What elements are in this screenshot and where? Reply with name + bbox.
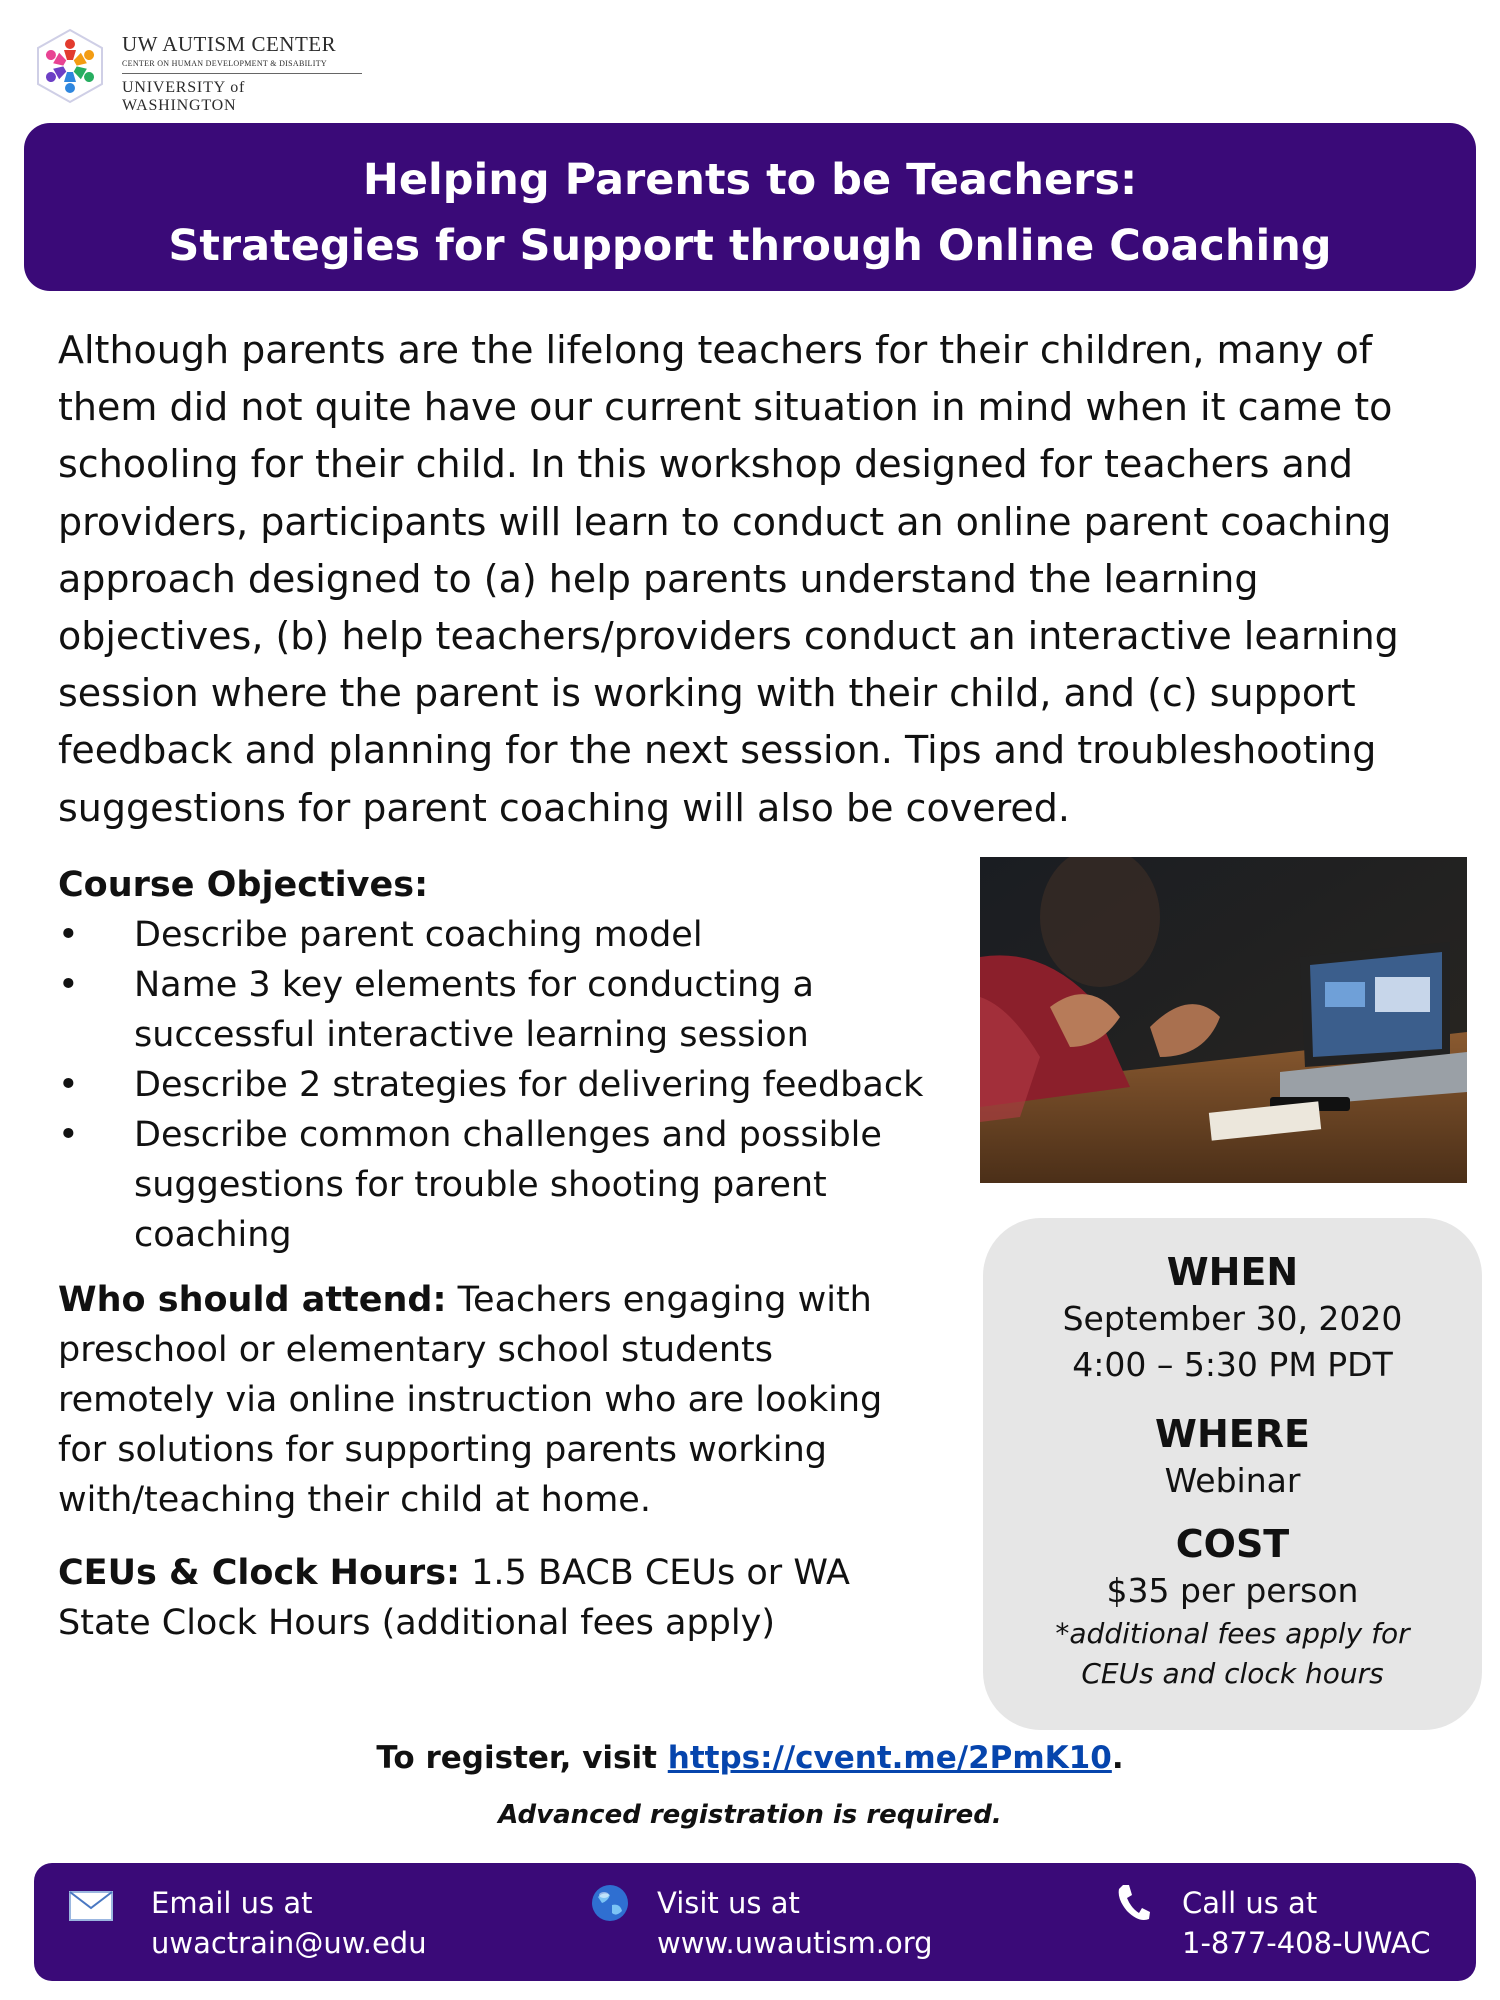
email-label: Email us at bbox=[151, 1886, 313, 1920]
globe-icon bbox=[590, 1883, 630, 1923]
title-line-2: Strategies for Support through Online Coaching bbox=[168, 221, 1332, 271]
logo-org-name: UW AUTISM CENTER bbox=[122, 32, 337, 56]
cost-note: *additional fees apply for bbox=[1055, 1617, 1410, 1650]
intro-line: providers, participants will learn to conduct an online parent coaching bbox=[58, 499, 1392, 544]
logo-university: UNIVERSITY of WASHINGTON bbox=[122, 79, 246, 114]
intro-line: schooling for their child. In this workshop designed for teachers and bbox=[58, 442, 1353, 487]
intro-line: them did not quite have our current situation in mind when it came to bbox=[58, 385, 1393, 430]
registration-link[interactable]: https://cvent.me/2PmK10 bbox=[667, 1740, 1112, 1776]
objective-text: Describe common challenges and possible suggestions for trouble shooting parent coaching bbox=[134, 1115, 882, 1255]
ceus-label: CEUs & Clock Hours: bbox=[58, 1553, 461, 1593]
attend-text: Teachers engaging with preschool or elementary school students remotely via online instruction who are looking for solutions for supporting parents working with/teaching their child at home. bbox=[58, 1280, 883, 1520]
intro-paragraph bbox=[58, 322, 1458, 837]
intro-line: objectives, (b) help teachers/providers conduct an interactive learning bbox=[58, 614, 1399, 659]
objectives-heading: Course Objectives: bbox=[58, 865, 429, 905]
email-contact bbox=[151, 1883, 427, 1963]
event-info-box bbox=[983, 1218, 1482, 1730]
cost-heading: COST bbox=[1175, 1522, 1290, 1566]
email-address[interactable]: uwactrain@uw.edu bbox=[151, 1926, 427, 1960]
website-url[interactable]: www.uwautism.org bbox=[657, 1926, 933, 1960]
list-item bbox=[58, 960, 938, 1060]
bullet-icon: • bbox=[58, 915, 79, 955]
intro-line: suggestions for parent coaching will also be covered. bbox=[58, 785, 1070, 830]
register-prefix: To register, visit bbox=[376, 1740, 668, 1776]
objective-text: Name 3 key elements for conducting a successful interactive learning session bbox=[134, 965, 815, 1055]
list-item bbox=[58, 1060, 938, 1110]
event-date: September 30, 2020 bbox=[1062, 1299, 1403, 1338]
event-location: Webinar bbox=[1164, 1461, 1301, 1500]
ceus-text: 1.5 BACB CEUs or WA State Clock Hours (additional fees apply) bbox=[58, 1553, 850, 1643]
uw-autism-logo-icon bbox=[32, 28, 108, 104]
logo-sub-name: CENTER ON HUMAN DEVELOPMENT & DISABILITY bbox=[122, 59, 327, 68]
envelope-icon bbox=[69, 1891, 113, 1921]
intro-line: feedback and planning for the next session. Tips and troubleshooting bbox=[58, 728, 1377, 773]
phone-contact bbox=[1182, 1883, 1430, 1963]
cost-note: CEUs and clock hours bbox=[1081, 1657, 1384, 1690]
intro-line: session where the parent is working with their child, and (c) support bbox=[58, 671, 1356, 716]
title-line-1: Helping Parents to be Teachers: bbox=[362, 155, 1138, 205]
website-label: Visit us at bbox=[657, 1886, 800, 1920]
attend-label: Who should attend: bbox=[58, 1280, 447, 1320]
bullet-icon: • bbox=[58, 1115, 79, 1155]
objective-text: Describe 2 strategies for delivering feedback bbox=[134, 1065, 924, 1105]
list-item bbox=[58, 910, 938, 960]
photo-illustration bbox=[980, 857, 1467, 1183]
course-objectives bbox=[58, 860, 938, 1260]
contact-footer bbox=[34, 1863, 1476, 1981]
intro-line: approach designed to (a) help parents understand the learning bbox=[58, 556, 1259, 601]
register-suffix: . bbox=[1111, 1740, 1124, 1776]
event-time: 4:00 – 5:30 PM PDT bbox=[1072, 1345, 1393, 1384]
ceus-clock-hours bbox=[58, 1548, 938, 1648]
bullet-icon: • bbox=[58, 965, 79, 1005]
advanced-registration-note: Advanced registration is required. bbox=[498, 1800, 1002, 1830]
when-heading: WHEN bbox=[1166, 1250, 1299, 1294]
bullet-icon: • bbox=[58, 1065, 79, 1105]
uw-autism-logo bbox=[32, 28, 362, 114]
logo-text bbox=[122, 32, 362, 115]
objectives-list bbox=[58, 910, 938, 1260]
objective-text: Describe parent coaching model bbox=[134, 915, 703, 955]
event-cost: $35 per person bbox=[1106, 1571, 1359, 1610]
logo-divider bbox=[122, 73, 362, 74]
intro-line: Although parents are the lifelong teachers for their children, many of bbox=[58, 328, 1373, 372]
list-item bbox=[58, 1110, 938, 1260]
website-contact bbox=[657, 1883, 933, 1963]
phone-label: Call us at bbox=[1182, 1886, 1318, 1920]
title-banner bbox=[24, 123, 1476, 291]
who-should-attend bbox=[58, 1275, 938, 1525]
phone-icon bbox=[1115, 1883, 1151, 1923]
where-heading: WHERE bbox=[1155, 1412, 1310, 1456]
laptop-meeting-photo bbox=[980, 857, 1467, 1183]
registration-line bbox=[0, 1740, 1500, 1776]
phone-number[interactable]: 1-877-408-UWAC bbox=[1182, 1926, 1431, 1960]
